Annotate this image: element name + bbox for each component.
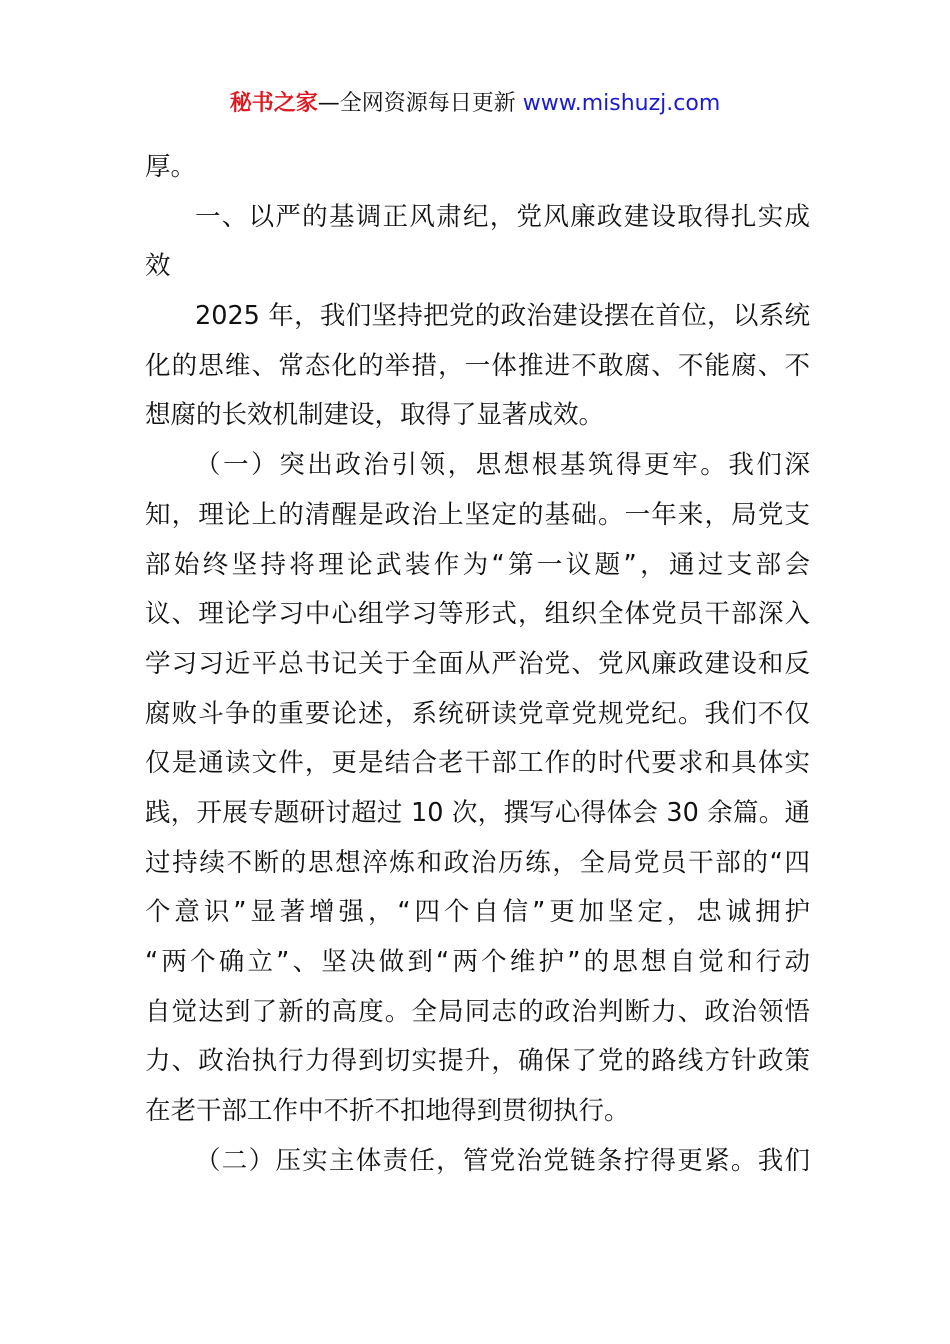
section-heading-line: 一、以严的基调正风肃纪，党风廉政建设取得扎实成 (195, 201, 810, 232)
text-line: 2025 年，我们坚持把党的政治建设摆在首位，以系统 (195, 301, 810, 332)
site-url-link[interactable]: www.mishuzj.com (522, 91, 721, 116)
text-line: 化的思维、常态化的举措，一体推进不敢腐、不能腐、不 (145, 350, 810, 381)
header-tagline: —全网资源每日更新 (317, 91, 523, 116)
subsection-heading-line: （二）压实主体责任，管党治党链条拧得更紧。我们 (195, 1145, 810, 1176)
text-line: 知，理论上的清醒是政治上坚定的基础。一年来，局党支 (145, 499, 810, 530)
section-heading-line: 效 (145, 251, 171, 282)
site-header (0, 86, 950, 122)
text-line: 过持续不断的思想淬炼和政治历练，全局党员干部的“四 (145, 847, 810, 878)
text-line: 腐败斗争的重要论述，系统研读党章党规党纪。我们不仅 (145, 698, 810, 729)
text-line: 践，开展专题研讨超过 10 次，撰写心得体会 30 余篇。通 (145, 797, 810, 828)
text-line: 厚。 (145, 152, 197, 182)
text-line: 自觉达到了新的高度。全局同志的政治判断力、政治领悟 (145, 996, 810, 1027)
text-line: 议、理论学习中心组学习等形式，组织全体党员干部深入 (145, 599, 810, 630)
text-line: 仅是通读文件，更是结合老干部工作的时代要求和具体实 (145, 748, 810, 779)
text-line: 学习习近平总书记关于全面从严治党、党风廉政建设和反 (145, 648, 810, 679)
text-line: 力、政治执行力得到切实提升，确保了党的路线方针政策 (145, 1046, 810, 1077)
subsection-heading-line: （一）突出政治引领，思想根基筑得更牢。我们深 (195, 450, 810, 481)
text-line: 部始终坚持将理论武装作为“第一议题”，通过支部会 (145, 549, 810, 580)
text-line: “两个确立”、坚决做到“两个维护”的思想自觉和行动 (145, 947, 810, 977)
text-line: 个意识”显著增强，“四个自信”更加坚定，忠诚拥护 (145, 897, 810, 928)
text-line: 想腐的长效机制建设，取得了显著成效。 (145, 400, 605, 431)
text-line: 在老干部工作中不折不扣地得到贯彻执行。 (145, 1096, 630, 1127)
document-body (145, 143, 810, 1186)
brand-name: 秘书之家 (229, 91, 318, 116)
